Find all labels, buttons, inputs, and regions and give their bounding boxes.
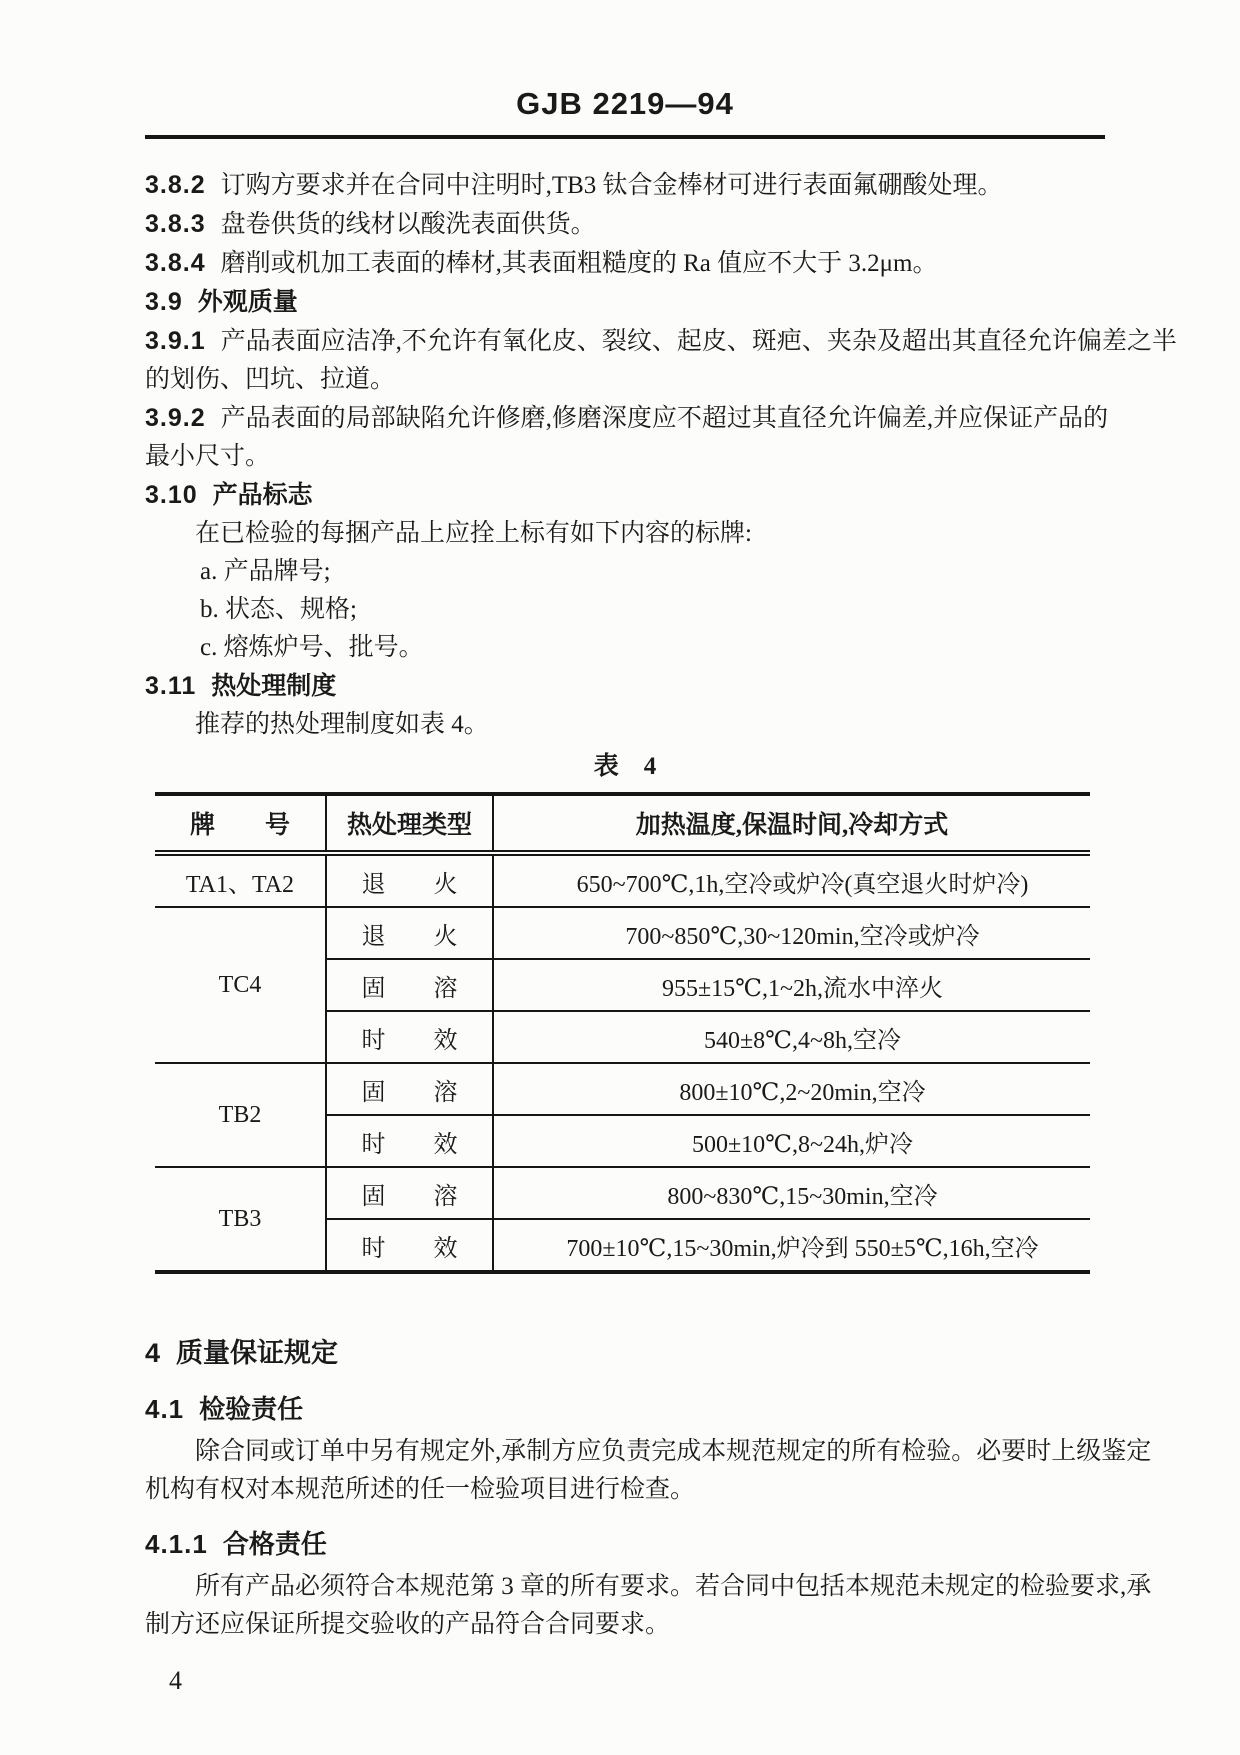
type-cell: 退 火 bbox=[326, 853, 493, 907]
table-row bbox=[155, 1063, 1090, 1115]
clause-number: 3.9.2 bbox=[145, 404, 206, 432]
heading-3-9 bbox=[145, 283, 1105, 322]
header-rule bbox=[145, 135, 1105, 139]
type-cell: 固 溶 bbox=[326, 1167, 493, 1219]
heading-title: 热处理制度 bbox=[211, 672, 337, 700]
grade-cell: TA1、TA2 bbox=[155, 853, 326, 907]
clause-number: 3.8.4 bbox=[145, 249, 206, 277]
heading-title: 质量保证规定 bbox=[176, 1338, 339, 1368]
regime-cell: 650~700℃,1h,空冷或炉冷(真空退火时炉冷) bbox=[493, 853, 1090, 907]
clause-3-8-4 bbox=[145, 244, 1105, 283]
column-header-regime: 加热温度,保温时间,冷却方式 bbox=[493, 794, 1090, 853]
clause-number: 3.8.2 bbox=[145, 171, 206, 199]
list-item-c: c. 熔炼炉号、批号。 bbox=[200, 634, 424, 661]
heading-number: 4.1 bbox=[145, 1394, 185, 1424]
list-item-a: a. 产品牌号; bbox=[200, 558, 331, 585]
paragraph-3-11-intro: 推荐的热处理制度如表 4。 bbox=[195, 711, 489, 738]
paragraph-4-1-line1: 除合同或订单中另有规定外,承制方应负责完成本规范规定的所有检验。必要时上级鉴定 bbox=[195, 1438, 1152, 1465]
list-item-b: b. 状态、规格; bbox=[200, 596, 357, 623]
type-cell: 退 火 bbox=[326, 907, 493, 959]
clause-text: 产品表面应洁净,不允许有氧化皮、裂纹、起皮、斑疤、夹杂及超出其直径允许偏差之半 bbox=[220, 328, 1177, 355]
clause-text: 产品表面的局部缺陷允许修磨,修磨深度应不超过其直径允许偏差,并应保证产品的 bbox=[220, 405, 1109, 432]
clause-3-9-1 bbox=[145, 322, 1177, 361]
table-row bbox=[155, 853, 1090, 907]
heading-3-10 bbox=[145, 476, 1105, 515]
regime-cell: 700±10℃,15~30min,炉冷到 550±5℃,16h,空冷 bbox=[493, 1219, 1090, 1272]
regime-cell: 800~830℃,15~30min,空冷 bbox=[493, 1167, 1090, 1219]
table-header-row bbox=[155, 794, 1090, 853]
paragraph-4-1-line2: 机构有权对本规范所述的任一检验项目进行检查。 bbox=[145, 1476, 696, 1503]
heading-4-1-1 bbox=[145, 1523, 1105, 1566]
heading-number: 4.1.1 bbox=[145, 1529, 208, 1559]
regime-cell: 500±10℃,8~24h,炉冷 bbox=[493, 1115, 1090, 1167]
clause-number: 3.8.3 bbox=[145, 210, 206, 238]
page-number: 4 bbox=[169, 1666, 182, 1695]
heading-number: 3.11 bbox=[145, 672, 197, 700]
paragraph-3-10-intro: 在已检验的每捆产品上应拴上标有如下内容的标牌: bbox=[195, 520, 752, 547]
type-cell: 时 效 bbox=[326, 1011, 493, 1063]
heading-title: 产品标志 bbox=[212, 481, 313, 509]
type-cell: 时 效 bbox=[326, 1219, 493, 1272]
clause-3-9-2 bbox=[145, 399, 1109, 438]
heading-title: 检验责任 bbox=[199, 1394, 304, 1424]
heading-3-11 bbox=[145, 667, 1105, 706]
column-header-grade: 牌 号 bbox=[155, 794, 326, 853]
table-row bbox=[155, 907, 1090, 959]
heading-title: 外观质量 bbox=[197, 288, 298, 316]
heat-treatment-table bbox=[155, 792, 1090, 1274]
clause-text: 订购方要求并在合同中注明时,TB3 钛合金棒材可进行表面氟硼酸处理。 bbox=[220, 172, 1003, 199]
regime-cell: 800±10℃,2~20min,空冷 bbox=[493, 1063, 1090, 1115]
paragraph-4-1-1-line2: 制方还应保证所提交验收的产品符合合同要求。 bbox=[145, 1611, 671, 1638]
standard-code: GJB 2219—94 bbox=[516, 86, 734, 121]
clause-3-9-1-continuation: 的划伤、凹坑、拉道。 bbox=[145, 366, 396, 393]
clause-3-8-2 bbox=[145, 166, 1105, 205]
clause-number: 3.9.1 bbox=[145, 327, 206, 355]
paragraph-4-1-1-line1: 所有产品必须符合本规范第 3 章的所有要求。若合同中包括本规范未规定的检验要求,承 bbox=[195, 1573, 1152, 1600]
clause-text: 盘卷供货的线材以酸洗表面供货。 bbox=[220, 211, 596, 238]
grade-cell: TB3 bbox=[155, 1167, 326, 1272]
type-cell: 固 溶 bbox=[326, 959, 493, 1011]
table-row bbox=[155, 1167, 1090, 1219]
heading-number: 4 bbox=[145, 1338, 162, 1368]
heading-number: 3.9 bbox=[145, 288, 183, 316]
heading-4-1 bbox=[145, 1388, 1105, 1431]
table-caption: 表 4 bbox=[593, 753, 657, 780]
clause-3-8-3 bbox=[145, 205, 1105, 244]
regime-cell: 700~850℃,30~120min,空冷或炉冷 bbox=[493, 907, 1090, 959]
heading-title: 合格责任 bbox=[222, 1529, 327, 1559]
type-cell: 时 效 bbox=[326, 1115, 493, 1167]
column-header-type: 热处理类型 bbox=[326, 794, 493, 853]
grade-cell: TB2 bbox=[155, 1063, 326, 1167]
regime-cell: 955±15℃,1~2h,流水中淬火 bbox=[493, 959, 1090, 1011]
clause-3-9-2-continuation: 最小尺寸。 bbox=[145, 443, 271, 470]
grade-cell: TC4 bbox=[155, 907, 326, 1063]
heading-4 bbox=[145, 1332, 1105, 1374]
clause-text: 磨削或机加工表面的棒材,其表面粗糙度的 Ra 值应不大于 3.2μm。 bbox=[220, 250, 938, 277]
type-cell: 固 溶 bbox=[326, 1063, 493, 1115]
heading-number: 3.10 bbox=[145, 481, 198, 509]
regime-cell: 540±8℃,4~8h,空冷 bbox=[493, 1011, 1090, 1063]
